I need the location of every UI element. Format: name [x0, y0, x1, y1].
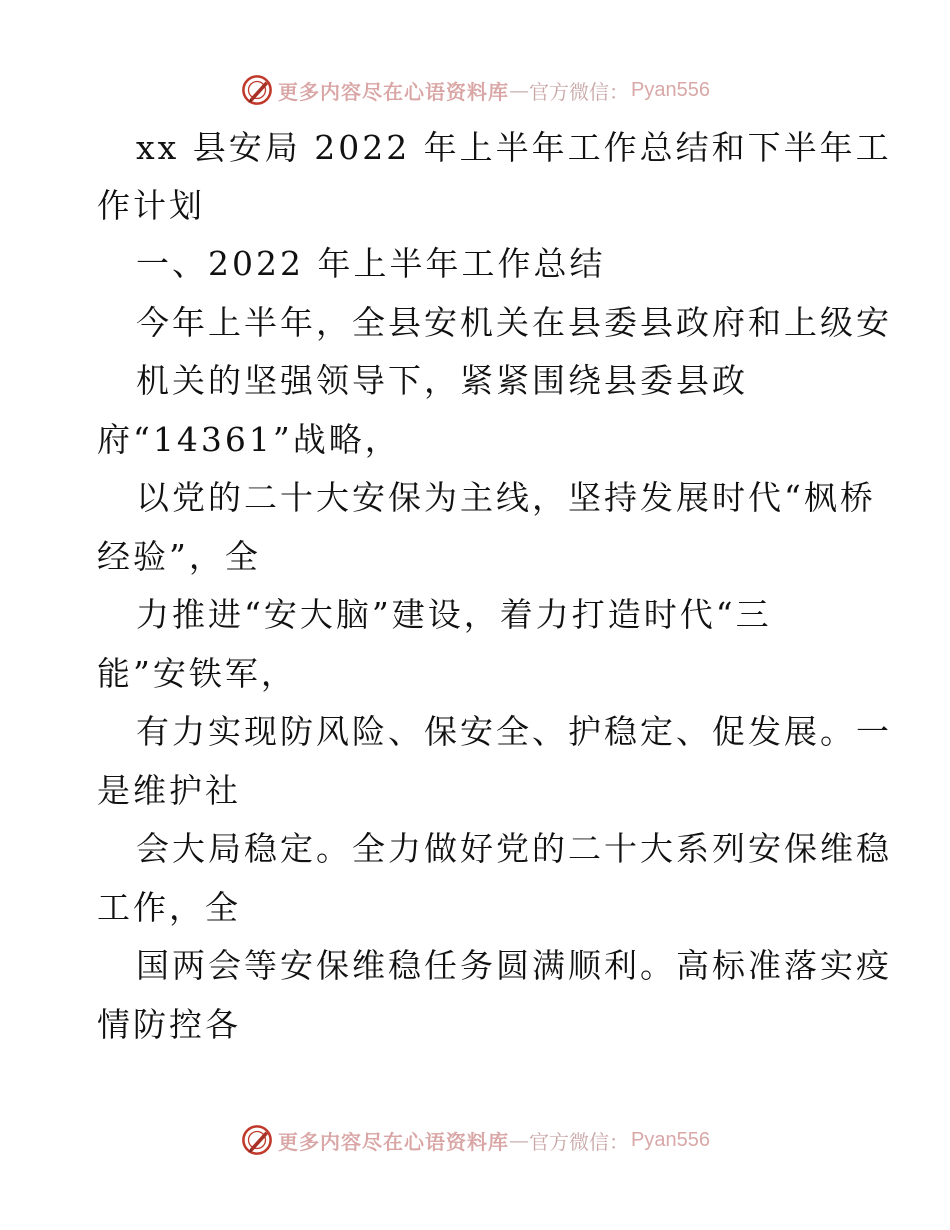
paragraph-line: 会大局稳定。全力做好党的二十大系列安保维稳 [136, 829, 892, 868]
paragraph-line: 能”安铁军， [97, 654, 297, 693]
banner-colon: ： [609, 1129, 630, 1154]
banner-separator: — [509, 78, 530, 102]
paragraph-line: 府“14361”战略， [97, 420, 401, 459]
paragraph-line: 力推进“安大脑”建设，着力打造时代“三 [136, 595, 772, 634]
pen-logo-icon [240, 1123, 274, 1157]
paragraph-line: 情防控各 [97, 1005, 241, 1044]
pen-logo-icon [240, 73, 274, 107]
title-line-2: 作计划 [97, 186, 205, 225]
paragraph-line: 工作，全 [97, 888, 241, 927]
paragraph-line: 经验”，全 [97, 537, 261, 576]
title-line-1: xx 县安局 2022 年上半年工作总结和下半年工 [136, 128, 892, 167]
banner-wechat-id: Pyan556 [631, 1128, 710, 1151]
paragraph-line: 有力实现防风险、保安全、护稳定、促发展。一 [136, 712, 892, 751]
banner-colon: ： [609, 79, 630, 104]
banner-text: 更多内容尽在心语资料库 [278, 1129, 510, 1154]
paragraph-line: 今年上半年，全县安机关在县委县政府和上级安 [136, 303, 892, 342]
banner-text: 更多内容尽在心语资料库 [278, 79, 510, 104]
paragraph-line: 是维护社 [97, 771, 241, 810]
banner-separator: — [509, 1128, 530, 1152]
footer-watermark-banner [0, 1120, 950, 1160]
paragraph-line: 以党的二十大安保为主线，坚持发展时代“枫桥 [136, 478, 876, 517]
header-watermark-banner [0, 70, 950, 110]
banner-wechat-label: 官方微信 [529, 79, 610, 104]
banner-wechat-id: Pyan556 [631, 78, 710, 101]
banner-wechat-label: 官方微信 [529, 1129, 610, 1154]
section-heading: 一、2022 年上半年工作总结 [136, 244, 606, 283]
paragraph-line: 国两会等安保维稳任务圆满顺利。高标准落实疫 [136, 946, 892, 985]
paragraph-line: 机关的坚强领导下，紧紧围绕县委县政 [136, 361, 748, 400]
